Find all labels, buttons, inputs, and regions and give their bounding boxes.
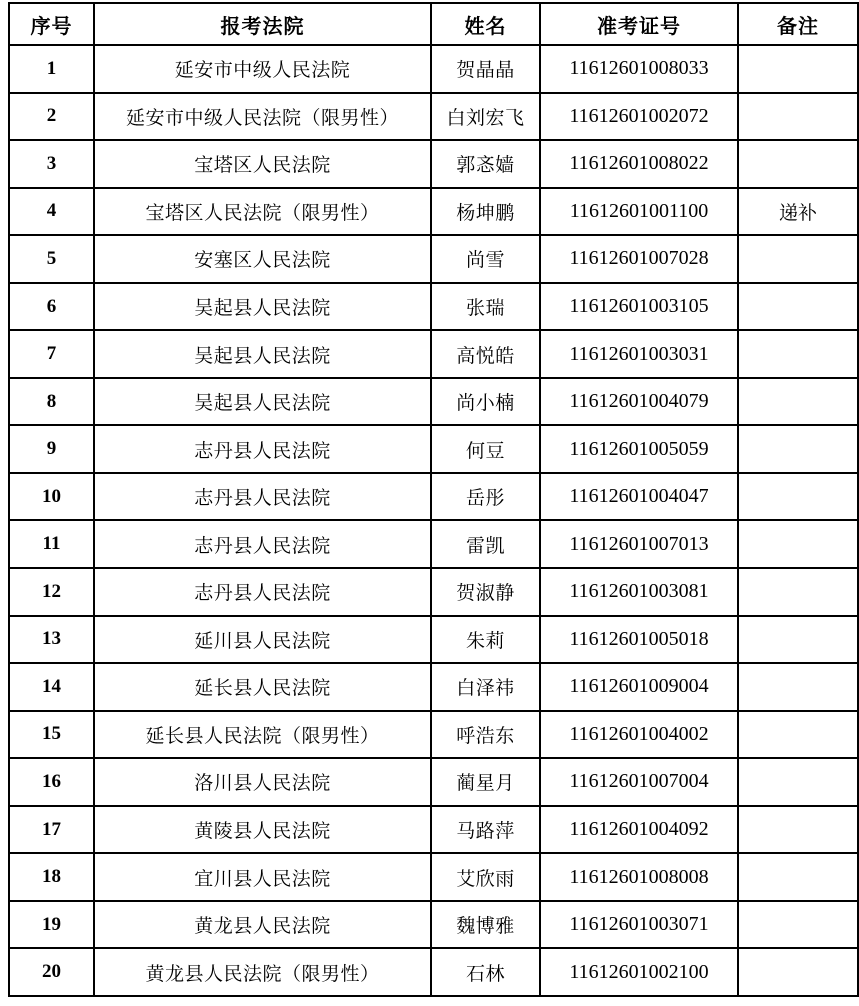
cell-candidate-name: 石林 — [431, 948, 540, 996]
cell-remark — [738, 378, 858, 426]
table-row — [9, 901, 858, 949]
table-row — [9, 806, 858, 854]
cell-remark — [738, 663, 858, 711]
cell-court-name: 延安市中级人民法院（限男性） — [94, 93, 431, 141]
cell-court-name: 宝塔区人民法院（限男性） — [94, 188, 431, 236]
table-row — [9, 378, 858, 426]
cell-court-name: 志丹县人民法院 — [94, 520, 431, 568]
cell-serial-number: 12 — [9, 568, 94, 616]
cell-ticket-number: 11612601003071 — [540, 901, 738, 949]
cell-ticket-number: 11612601003031 — [540, 330, 738, 378]
cell-remark — [738, 758, 858, 806]
cell-serial-number: 8 — [9, 378, 94, 426]
cell-court-name: 黄陵县人民法院 — [94, 806, 431, 854]
cell-ticket-number: 11612601002072 — [540, 93, 738, 141]
candidates-table-container — [8, 2, 859, 997]
cell-remark — [738, 853, 858, 901]
cell-remark — [738, 93, 858, 141]
cell-court-name: 宝塔区人民法院 — [94, 140, 431, 188]
cell-candidate-name: 贺晶晶 — [431, 45, 540, 93]
cell-court-name: 吴起县人民法院 — [94, 330, 431, 378]
cell-serial-number: 20 — [9, 948, 94, 996]
cell-candidate-name: 朱莉 — [431, 616, 540, 664]
table-row — [9, 758, 858, 806]
cell-court-name: 志丹县人民法院 — [94, 473, 431, 521]
cell-ticket-number: 11612601004002 — [540, 711, 738, 759]
table-row — [9, 568, 858, 616]
cell-ticket-number: 11612601007004 — [540, 758, 738, 806]
cell-court-name: 黄龙县人民法院 — [94, 901, 431, 949]
table-row — [9, 330, 858, 378]
cell-ticket-number: 11612601001100 — [540, 188, 738, 236]
cell-candidate-name: 张瑞 — [431, 283, 540, 331]
cell-ticket-number: 11612601005059 — [540, 425, 738, 473]
cell-remark — [738, 283, 858, 331]
cell-ticket-number: 11612601005018 — [540, 616, 738, 664]
cell-candidate-name: 何豆 — [431, 425, 540, 473]
cell-ticket-number: 11612601004079 — [540, 378, 738, 426]
cell-serial-number: 4 — [9, 188, 94, 236]
cell-court-name: 吴起县人民法院 — [94, 283, 431, 331]
cell-ticket-number: 11612601008022 — [540, 140, 738, 188]
cell-serial-number: 13 — [9, 616, 94, 664]
cell-ticket-number: 11612601008033 — [540, 45, 738, 93]
cell-court-name: 洛川县人民法院 — [94, 758, 431, 806]
cell-candidate-name: 郭忞嫱 — [431, 140, 540, 188]
table-row — [9, 283, 858, 331]
cell-serial-number: 9 — [9, 425, 94, 473]
cell-serial-number: 7 — [9, 330, 94, 378]
table-row — [9, 948, 858, 996]
cell-remark — [738, 140, 858, 188]
cell-court-name: 志丹县人民法院 — [94, 425, 431, 473]
cell-serial-number: 19 — [9, 901, 94, 949]
cell-remark — [738, 235, 858, 283]
cell-ticket-number: 11612601004092 — [540, 806, 738, 854]
cell-serial-number: 18 — [9, 853, 94, 901]
cell-court-name: 延安市中级人民法院 — [94, 45, 431, 93]
cell-candidate-name: 艾欣雨 — [431, 853, 540, 901]
header-cell-name: 姓名 — [431, 3, 540, 45]
cell-serial-number: 16 — [9, 758, 94, 806]
table-row — [9, 45, 858, 93]
table-row — [9, 853, 858, 901]
cell-court-name: 吴起县人民法院 — [94, 378, 431, 426]
cell-remark — [738, 45, 858, 93]
cell-serial-number: 15 — [9, 711, 94, 759]
cell-candidate-name: 尚雪 — [431, 235, 540, 283]
table-row — [9, 188, 858, 236]
table-row — [9, 93, 858, 141]
table-row — [9, 425, 858, 473]
cell-serial-number: 3 — [9, 140, 94, 188]
cell-court-name: 安塞区人民法院 — [94, 235, 431, 283]
cell-ticket-number: 11612601007013 — [540, 520, 738, 568]
cell-ticket-number: 11612601008008 — [540, 853, 738, 901]
cell-court-name: 延川县人民法院 — [94, 616, 431, 664]
table-row — [9, 663, 858, 711]
cell-court-name: 延长县人民法院（限男性） — [94, 711, 431, 759]
cell-serial-number: 1 — [9, 45, 94, 93]
cell-candidate-name: 呼浩东 — [431, 711, 540, 759]
cell-candidate-name: 贺淑静 — [431, 568, 540, 616]
cell-court-name: 黄龙县人民法院（限男性） — [94, 948, 431, 996]
cell-remark — [738, 473, 858, 521]
header-cell-court: 报考法院 — [94, 3, 431, 45]
candidates-table — [8, 2, 859, 997]
cell-candidate-name: 白泽祎 — [431, 663, 540, 711]
cell-ticket-number: 11612601007028 — [540, 235, 738, 283]
cell-court-name: 宜川县人民法院 — [94, 853, 431, 901]
cell-candidate-name: 蔺星月 — [431, 758, 540, 806]
cell-ticket-number: 11612601002100 — [540, 948, 738, 996]
cell-ticket-number: 11612601003105 — [540, 283, 738, 331]
cell-remark — [738, 520, 858, 568]
cell-remark — [738, 901, 858, 949]
table-row — [9, 711, 858, 759]
cell-serial-number: 5 — [9, 235, 94, 283]
cell-remark — [738, 568, 858, 616]
cell-remark — [738, 330, 858, 378]
table-row — [9, 616, 858, 664]
table-row — [9, 235, 858, 283]
cell-ticket-number: 11612601004047 — [540, 473, 738, 521]
cell-remark — [738, 425, 858, 473]
table-row — [9, 473, 858, 521]
table-row — [9, 140, 858, 188]
cell-remark — [738, 711, 858, 759]
cell-remark — [738, 948, 858, 996]
cell-candidate-name: 魏博雅 — [431, 901, 540, 949]
cell-candidate-name: 马路萍 — [431, 806, 540, 854]
cell-serial-number: 17 — [9, 806, 94, 854]
header-cell-no: 序号 — [9, 3, 94, 45]
cell-serial-number: 2 — [9, 93, 94, 141]
cell-remark — [738, 806, 858, 854]
header-cell-remark: 备注 — [738, 3, 858, 45]
cell-candidate-name: 白刘宏飞 — [431, 93, 540, 141]
cell-candidate-name: 岳彤 — [431, 473, 540, 521]
header-cell-ticket: 准考证号 — [540, 3, 738, 45]
cell-candidate-name: 杨坤鹏 — [431, 188, 540, 236]
cell-court-name: 志丹县人民法院 — [94, 568, 431, 616]
cell-serial-number: 11 — [9, 520, 94, 568]
cell-candidate-name: 尚小楠 — [431, 378, 540, 426]
cell-candidate-name: 雷凯 — [431, 520, 540, 568]
cell-ticket-number: 11612601009004 — [540, 663, 738, 711]
cell-remark: 递补 — [738, 188, 858, 236]
table-header-row — [9, 3, 858, 45]
cell-remark — [738, 616, 858, 664]
cell-serial-number: 14 — [9, 663, 94, 711]
cell-candidate-name: 高悦皓 — [431, 330, 540, 378]
table-row — [9, 520, 858, 568]
cell-court-name: 延长县人民法院 — [94, 663, 431, 711]
cell-serial-number: 6 — [9, 283, 94, 331]
cell-serial-number: 10 — [9, 473, 94, 521]
cell-ticket-number: 11612601003081 — [540, 568, 738, 616]
